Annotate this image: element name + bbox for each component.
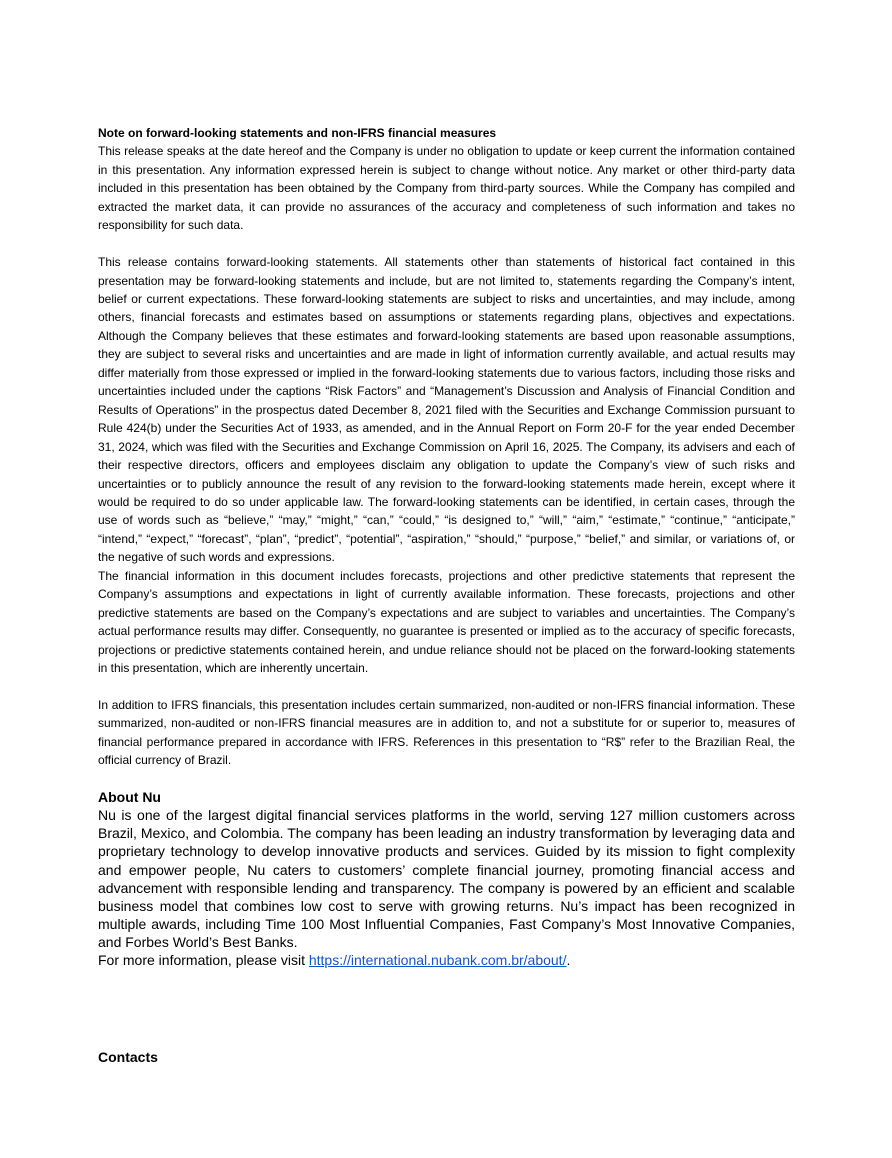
disclaimer-paragraph-2: This release contains forward-looking statements. All statements other than statements of historical fact contained in this presentation may be forward-looking statements and include, but are not limited to, statements regarding the Company’s intent, belief or current expectations. These forward-looking statements are subject to risks and uncertainties, and may include, among others, financial forecasts and estimates based on assumptions or statements regarding plans, objectives and expectations. Although the Company believes that these estimates and forward-looking statements are based upon reasonable assumptions, they are subject to several risks and uncertainties and are made in light of information currently available, and actual results may differ materially from those expressed or implied in the forward-looking statements due to various factors, including those risks and uncertainties included under the captions “Risk Factors” and “Management’s Discussion and Analysis of Financial Condition and Results of Operations” in the prospectus dated December 8, 2021 filed with the Securities and Exchange Commission pursuant to Rule 424(b) under the Securities Act of 1933, as amended, and in the Annual Report on Form 20-F for the year ended December 31, 2024, which was filed with the Securities and Exchange Commission on April 16, 2025. The Company, its advisers and each of their respective directors, officers and employees disclaim any obligation to update the Company’s view of such risks and uncertainties or to publicly announce the result of any revision to the forward-looking statements made herein, except where it would be required to do so under applicable law. The forward-looking statements can be identified, in certain cases, through the use of words such as “believe,” “may,” “might,” “can,” “could,” “is designed to,” “will,” “aim,” “estimate,” “continue,” “anticipate,” “intend,” “expect,” “forecast”, “plan”, “predict”, “potential”, “aspiration,” “should,” “purpose,” “belief,” and similar, or variations of, or the negative of such words and expressions. [98,255,795,565]
about-body: Nu is one of the largest digital financial services platforms in the world, serving 127 million customers across Brazil, Mexico, and Colombia. The company has been leading an industry transformation by leveraging data and proprietary technology to develop innovative products and services. Guided by its mission to fight complexity and empower people, Nu caters to customers’ complete financial journey, promoting financial access and advancement with responsible lending and transparency. The company is powered by an efficient and scalable business model that combines low cost to serve with growing returns. Nu’s impact has been recognized in multiple awards, including Time 100 Most Influential Companies, Fast Company’s Most Innovative Companies, and Forbes World’s Best Banks. [98,807,795,950]
more-info-prefix: For more information, please visit [98,951,309,968]
section-spacer [98,770,795,788]
disclaimer-paragraph-4: In addition to IFRS financials, this presentation includes certain summarized, non-audited or non-IFRS financial information. These summarized, non-audited or non-IFRS financial measures are in addition to, and not a substitute for or superior to, measures of financial performance prepared in accordance with IFRS. References in this presentation to “R$” refer to the Brazilian Real, the official currency of Brazil. [98,697,795,768]
paragraph-spacer [98,235,795,253]
disclaimer-paragraph-1: This release speaks at the date hereof and the Company is under no obligation to update or keep current the information contained in this presentation. Any information expressed herein is subject to change without notice. Any market or other third-party data included in this presentation has been obtained by the Company from third-party sources. While the Company has compiled and extracted the market data, it can provide no assurances of the accuracy and completeness of such information and takes no responsibility for such data. [98,144,795,233]
about-heading: About Nu [98,789,161,806]
document-page [98,124,795,1065]
paragraph-spacer [98,678,795,696]
disclaimer-paragraph-3: The financial information in this document includes forecasts, projections and other predictive statements that represent the Company’s assumptions and expectations in light of currently available information. These forecasts, projections and other predictive statements are based on the Company’s expectations and are subject to variables and uncertainties. The Company’s actual performance results may differ. Consequently, no guarantee is presented or implied as to the accuracy of specific forecasts, projections or predictive statements contained herein, and undue reliance should not be placed on the forward-looking statements in this presentation, which are inherently uncertain. [98,568,795,676]
about-link[interactable]: https://international.nubank.com.br/about/ [308,951,567,968]
about-more-info [98,951,795,969]
disclaimer-heading: Note on forward-looking statements and non-IFRS financial measures [98,126,497,140]
more-info-suffix: . [566,951,571,968]
contacts-heading: Contacts [98,1049,158,1065]
